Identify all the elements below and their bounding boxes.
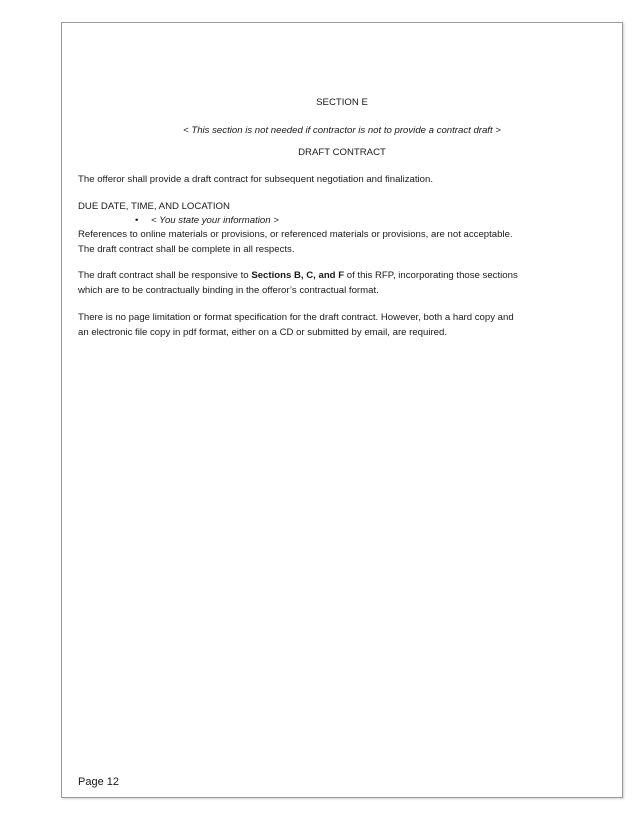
section-title: SECTION E (316, 97, 368, 108)
paragraph-format-line2: an electronic file copy in pdf format, either on a CD or submitted by email, are required. (78, 327, 448, 338)
responsive-text-after: of this RFP, incorporating those sections (344, 270, 518, 281)
paragraph-references-line2: The draft contract shall be complete in all respects. (78, 244, 295, 255)
page-number: Page 12 (78, 776, 119, 788)
document-page (61, 22, 623, 798)
paragraph-intro: The offeror shall provide a draft contract for subsequent negotiation and finalization. (78, 174, 434, 185)
document-title: DRAFT CONTRACT (298, 147, 386, 158)
due-date-heading: DUE DATE, TIME, AND LOCATION (78, 201, 230, 212)
paragraph-format-line1: There is no page limitation or format specification for the draft contract. However, both a hard copy and (78, 312, 514, 323)
section-note: < This section is not needed if contractor is not to provide a contract draft > (183, 125, 501, 136)
bullet-icon: • (135, 215, 139, 226)
paragraph-responsive-line1 (78, 268, 606, 283)
bullet-text: < You state your information > (151, 215, 279, 226)
responsive-text-before: The draft contract shall be responsive to (78, 270, 252, 281)
sections-bold-text: Sections B, C, and F (251, 270, 345, 281)
bullet-item (135, 213, 279, 228)
paragraph-references-line1: References to online materials or provisions, or referenced materials or provisions, are not acceptable. (78, 229, 513, 240)
paragraph-responsive-line2: which are to be contractually binding in the offeror’s contractual format. (78, 285, 379, 296)
